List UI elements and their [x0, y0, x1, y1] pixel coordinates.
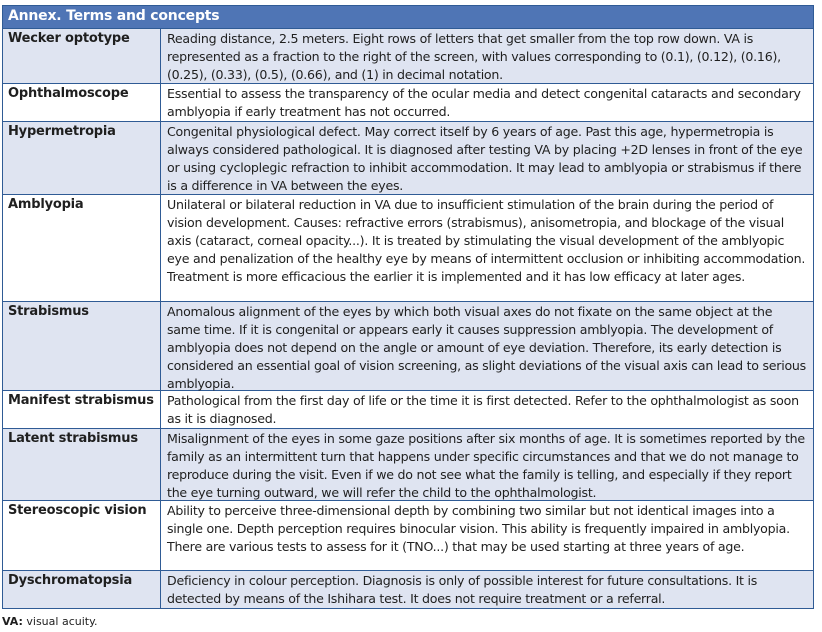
table-row — [3, 501, 813, 572]
table-row — [3, 571, 813, 608]
footnote-text: visual acuity. — [22, 615, 98, 628]
table-row — [3, 122, 813, 195]
table-title: Annex. Terms and concepts — [3, 6, 813, 29]
table-row — [3, 429, 813, 501]
table-row — [3, 302, 813, 391]
table-row — [3, 29, 813, 84]
definition-cell: Reading distance, 2.5 meters. Eight rows of letters that get smaller from the top row down. VA is represented as a fraction to the right of the screen, with values corresponding to (0.1), (0.12), (0.16), (0.25), (0.33), (0.5), (0.66), and (1) in decimal notation. — [167, 31, 781, 82]
term-cell: Manifest strabismus — [3, 391, 161, 429]
table-row — [3, 84, 813, 123]
term-cell: Dyschromatopsia — [3, 571, 161, 608]
table-body — [3, 29, 813, 608]
footnote — [2, 615, 98, 628]
table-row — [3, 195, 813, 303]
terms-table — [2, 5, 814, 609]
term-cell: Wecker optotype — [3, 29, 161, 83]
definition-cell: Pathological from the first day of life or the time it is first detected. Refer to the ophthalmologist as soon as it is diagnosed. — [167, 392, 799, 426]
definition-cell: Unilateral or bilateral reduction in VA due to insufficient stimulation of the brain during the period of vision development. Causes: refractive errors (strabismus), anisometropia, and blockage of the visual axis (cataract, corneal opacity...). It is treated by stimulating the visual development of the amblyopic eye and penalization of the healthy eye by means of intermittent occlusion or inhibiting accommodation. Treatment is more efficacious the earlier it is implemented and it has low efficacy at later ages. — [167, 196, 806, 284]
term-cell: Latent strabismus — [3, 429, 161, 500]
term-cell: Amblyopia — [3, 195, 161, 302]
definition-cell: Essential to assess the transparency of the ocular media and detect congenital cataracts and secondary amblyopia if early treatment has not occurred. — [167, 85, 801, 119]
definition-cell: Congenital physiological defect. May correct itself by 6 years of age. Past this age, hypermetropia is always considered pathological. It is diagnosed after testing VA by placing +2D lenses in front of the eye or using cycloplegic refraction to inhibit accommodation. It may lead to amblyopia or strabismus if there is a difference in VA between the eyes. — [167, 124, 803, 193]
term-cell: Ophthalmoscope — [3, 84, 161, 122]
term-cell: Hypermetropia — [3, 122, 161, 194]
footnote-abbr: VA: — [2, 615, 23, 628]
definition-cell: Deficiency in colour perception. Diagnosis is only of possible interest for future consultations. It is detected by means of the Ishihara test. It does not require treatment or a referral. — [167, 573, 758, 606]
definition-cell: Ability to perceive three-dimensional depth by combining two similar but not identical images into a single one. Depth perception requires binocular vision. This ability is frequently impaired in amblyopia. There are various tests to assess for it (TNO...) that may be used starting at three years of age. — [167, 502, 790, 554]
definition-cell: Anomalous alignment of the eyes by which both visual axes do not fixate on the same object at the same time. If it is congenital or appears early it causes suppression amblyopia. The development of amblyopia does not depend on the angle or amount of eye deviation. Therefore, its early detection is considered an essential goal of vision screening, as slight deviations of the visual axis can lead to serious amblyopia. — [167, 304, 806, 391]
definition-cell: Misalignment of the eyes in some gaze positions after six months of age. It is sometimes reported by the family as an intermittent turn that happens under specific circumstances and that we do not manage to reproduce during the visit. Even if we do not see what the family is telling, and especially if they report the eye turning outward, we will refer the child to the ophthalmologist. — [167, 431, 805, 500]
term-cell: Stereoscopic vision — [3, 501, 161, 571]
table-row — [3, 391, 813, 430]
term-cell: Strabismus — [3, 302, 161, 390]
